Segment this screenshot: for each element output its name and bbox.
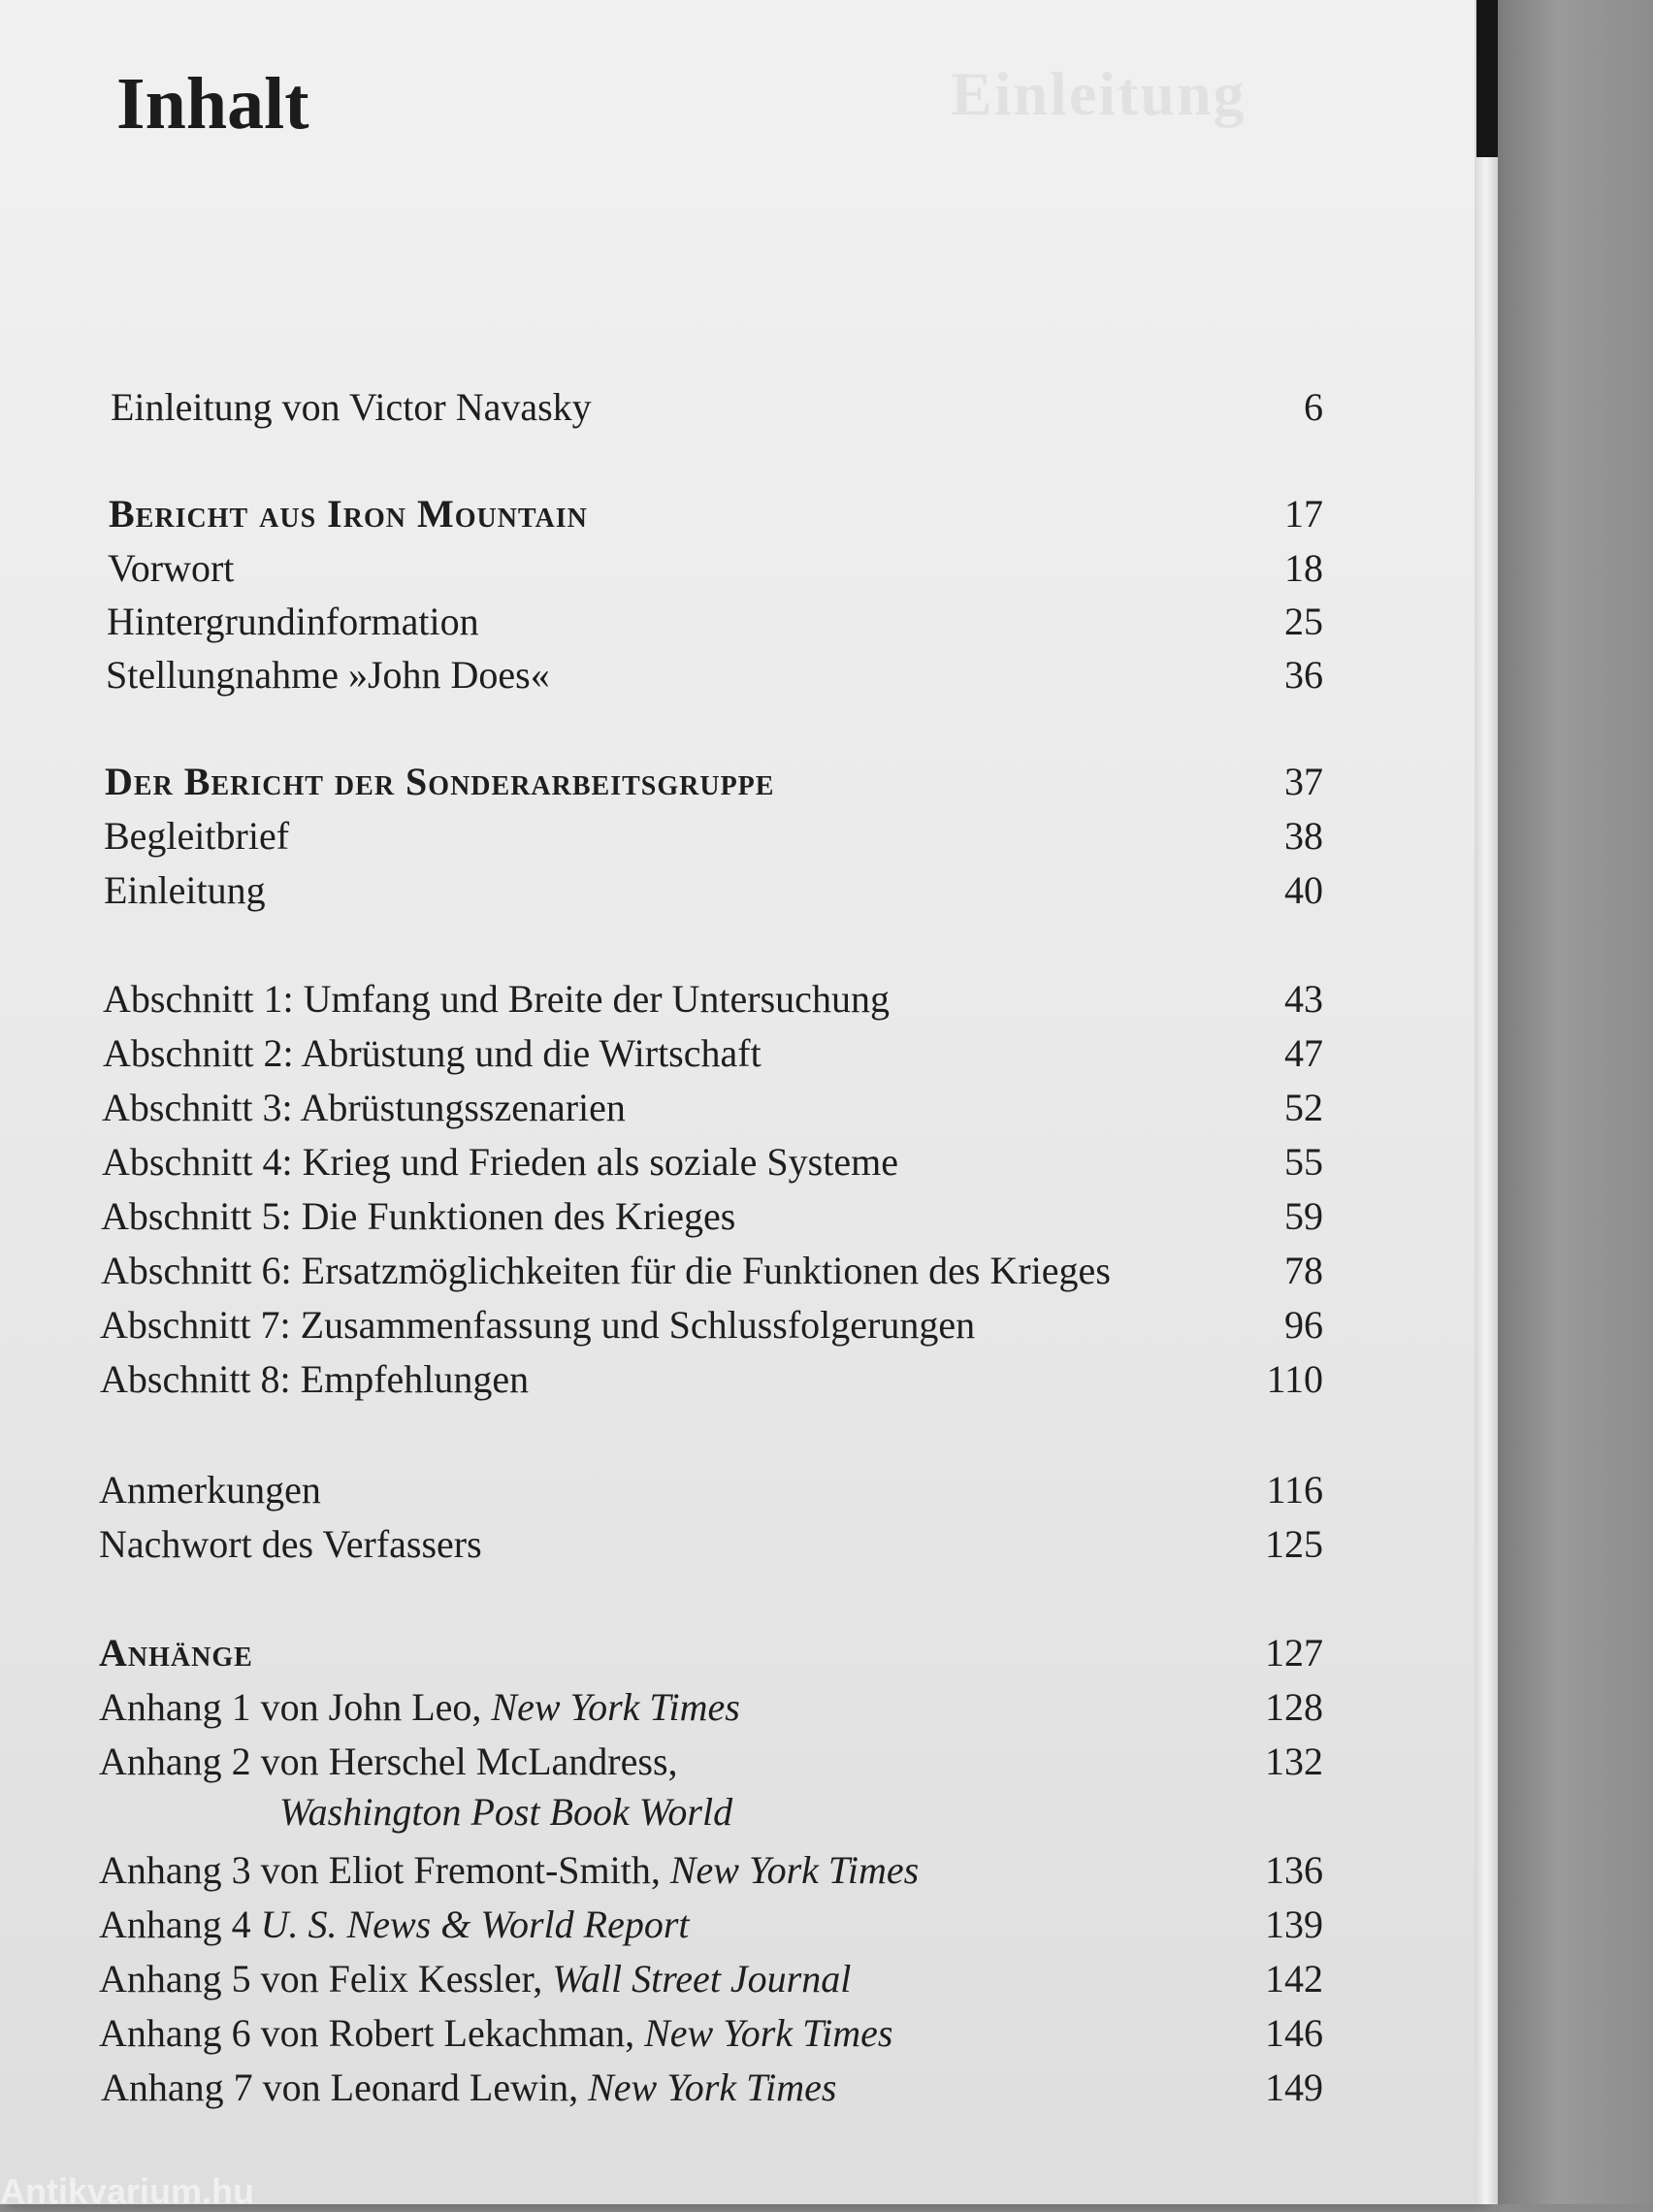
page-edge	[1475, 0, 1498, 2204]
toc-page: 59	[1284, 1194, 1323, 1238]
appendix-source: Wall Street Journal	[552, 1957, 852, 2001]
appendix-source: U. S. News & World Report	[260, 1903, 690, 1946]
toc-entry-abschnitt-1	[0, 972, 1323, 1026]
toc-entry-vorwort	[0, 541, 1323, 596]
toc-label: Anmerkungen	[99, 1468, 321, 1512]
watermark: Antikvarium.hu	[0, 2171, 255, 2211]
toc-entry-abschnitt-2	[0, 1026, 1323, 1081]
appendix-source: New York Times	[644, 2011, 893, 2055]
toc-page: 55	[1284, 1140, 1323, 1184]
toc-section-bericht	[0, 487, 1323, 541]
toc-entry-einleitung-navasky	[0, 380, 1323, 435]
toc-label: Abschnitt 4: Krieg und Frieden als soziale Systeme	[102, 1140, 898, 1184]
appendix-2-source: Washington Post Book World	[279, 1790, 733, 1834]
toc-label: Abschnitt 6: Ersatzmöglichkeiten für die Funktionen des Krieges	[101, 1249, 1111, 1292]
toc-section-anhaenge	[0, 1626, 1323, 1680]
toc-entry-stellungnahme	[0, 648, 1323, 702]
toc-appendix-4	[0, 1898, 1323, 1952]
appendix-source: New York Times	[588, 2066, 837, 2109]
toc-entry-einleitung	[0, 863, 1323, 918]
toc-label: Abschnitt 8: Empfehlungen	[100, 1357, 530, 1401]
toc-page: 52	[1284, 1086, 1323, 1129]
appendix-prefix: Anhang 6 von Robert Lekachman,	[99, 2011, 645, 2055]
toc-page: 110	[1266, 1357, 1323, 1401]
toc-appendix-7	[0, 2061, 1323, 2115]
toc-label: Stellungnahme »John Does«	[106, 653, 550, 697]
toc-page: 128	[1265, 1685, 1323, 1729]
toc-page: 149	[1265, 2066, 1323, 2109]
toc-section-sonderarbeitsgruppe	[0, 755, 1323, 809]
toc-page: 136	[1265, 1848, 1323, 1892]
appendix-prefix: Anhang 5 von Felix Kessler,	[99, 1957, 553, 2001]
toc-page: 18	[1284, 546, 1323, 590]
toc-label: Einleitung	[104, 868, 266, 912]
toc-label	[99, 2006, 892, 2061]
toc-label: Abschnitt 1: Umfang und Breite der Untersuchung	[103, 977, 890, 1021]
appendix-prefix: Anhang 3 von Eliot Fremont-Smith,	[99, 1848, 670, 1892]
toc-label: Begleitbrief	[104, 814, 290, 858]
toc-page: 36	[1284, 653, 1323, 697]
toc-page: 78	[1284, 1249, 1323, 1292]
toc-page: 43	[1284, 977, 1323, 1021]
toc-label: Vorwort	[108, 546, 235, 590]
toc-entry-abschnitt-8	[0, 1352, 1323, 1407]
toc-page: 146	[1265, 2011, 1323, 2055]
toc-entry-nachwort	[0, 1517, 1323, 1572]
toc-appendix-5	[0, 1952, 1323, 2006]
toc-label: Einleitung von Victor Navasky	[111, 385, 592, 429]
toc-label: Nachwort des Verfassers	[99, 1522, 482, 1566]
toc-page: 25	[1284, 600, 1323, 643]
appendix-prefix: Anhang 4	[99, 1903, 261, 1946]
toc-label	[99, 1680, 740, 1735]
background-surface	[1494, 0, 1653, 2204]
toc-label	[101, 2061, 836, 2115]
toc-page: 96	[1284, 1303, 1323, 1347]
appendix-prefix: Anhang 7 von Leonard Lewin,	[101, 2066, 589, 2109]
toc-section-label: Der Bericht der Sonderarbeitsgruppe	[105, 760, 775, 803]
toc-page: 142	[1265, 1957, 1323, 2001]
toc-page: 47	[1284, 1031, 1323, 1075]
toc-entry-anmerkungen	[0, 1463, 1323, 1517]
toc-section-label: Anhänge	[99, 1631, 253, 1675]
appendix-prefix: Anhang 2 von Herschel McLandress,	[99, 1740, 678, 1783]
toc-page: 127	[1265, 1631, 1323, 1675]
toc-entry-abschnitt-7	[0, 1298, 1323, 1352]
toc-page: 132	[1265, 1740, 1323, 1783]
toc-page: 40	[1284, 868, 1323, 912]
toc-label: Abschnitt 3: Abrüstungsszenarien	[102, 1086, 626, 1129]
page-edge-tab	[1476, 0, 1498, 157]
bleed-through-heading: Einleitung	[951, 59, 1247, 128]
toc-label: Abschnitt 5: Die Funktionen des Krieges	[101, 1194, 736, 1238]
toc-entry-hintergrund	[0, 595, 1323, 649]
toc-appendix-2	[0, 1735, 1323, 1789]
toc-entry-abschnitt-6	[0, 1244, 1323, 1298]
toc-appendix-3	[0, 1843, 1323, 1898]
toc-entry-abschnitt-4	[0, 1135, 1323, 1189]
toc-label: Abschnitt 2: Abrüstung und die Wirtschaft	[103, 1031, 762, 1075]
toc-label	[99, 1898, 690, 1952]
toc-page: 17	[1284, 492, 1323, 536]
toc-label: Abschnitt 7: Zusammenfassung und Schlussfolgerungen	[100, 1303, 976, 1347]
toc-label: Hintergrundinformation	[107, 600, 479, 643]
toc-section-label: Bericht aus Iron Mountain	[109, 492, 588, 536]
appendix-source: New York Times	[491, 1685, 740, 1729]
toc-entry-abschnitt-3	[0, 1081, 1323, 1135]
toc-entry-begleitbrief	[0, 809, 1323, 863]
toc-appendix-1	[0, 1680, 1323, 1735]
appendix-prefix: Anhang 1 von John Leo,	[99, 1685, 492, 1729]
appendix-source: New York Times	[669, 1848, 920, 1892]
toc-label	[99, 1843, 919, 1898]
toc-appendix-6	[0, 2006, 1323, 2061]
page-title: Inhalt	[116, 63, 309, 145]
toc-page: 116	[1266, 1468, 1323, 1512]
toc-page: 6	[1304, 385, 1323, 429]
toc-page: 37	[1284, 760, 1323, 803]
toc-entry-abschnitt-5	[0, 1189, 1323, 1244]
toc-page: 38	[1284, 814, 1323, 858]
toc-page: 139	[1265, 1903, 1323, 1946]
toc-label	[99, 1952, 851, 2006]
toc-page: 125	[1265, 1522, 1323, 1566]
